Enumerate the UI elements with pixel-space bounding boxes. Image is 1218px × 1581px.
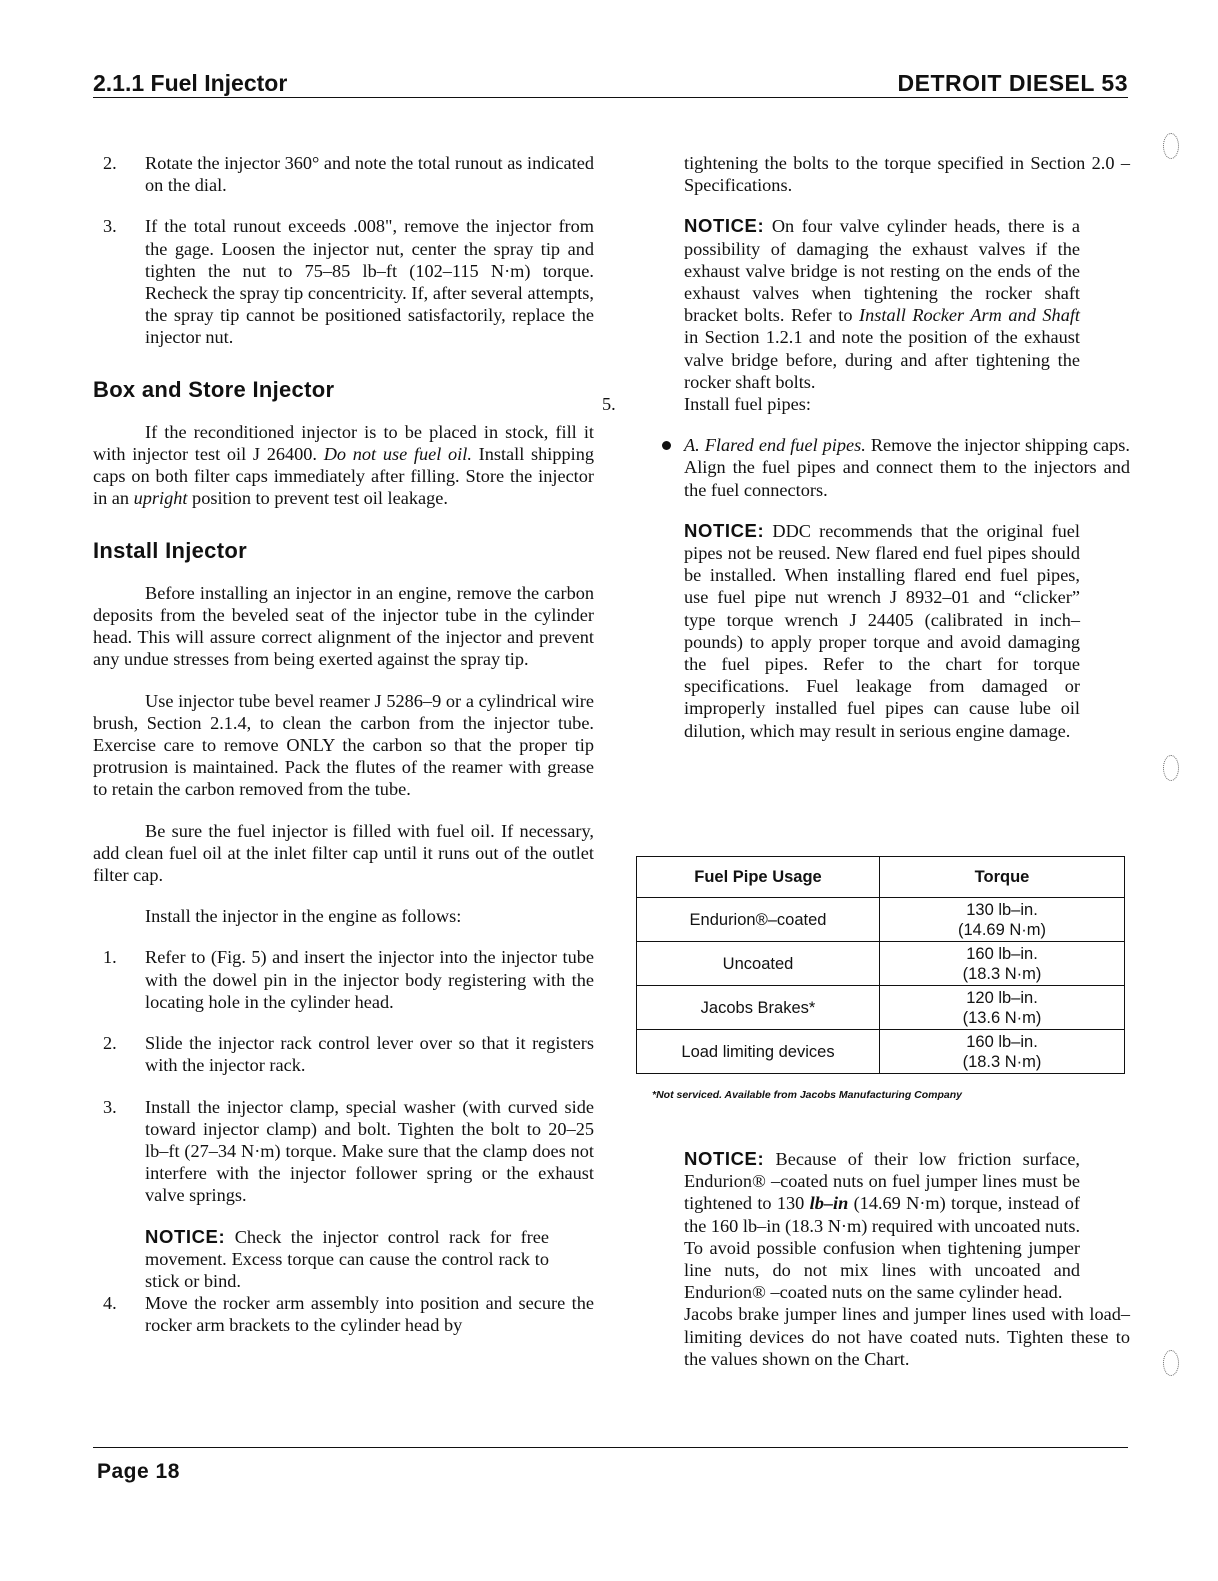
emphasis: upright	[133, 488, 188, 509]
step-text: Move the rocker arm assembly into position and secure the rocker arm brackets to the cylinder head by	[145, 1293, 594, 1336]
emphasis: Do not use fuel oil.	[323, 444, 472, 465]
step-text: Install fuel pipes:	[684, 394, 811, 415]
step-number: 5.	[602, 394, 616, 415]
torque-table	[636, 856, 1125, 1074]
notice-control-rack	[145, 1226, 549, 1293]
right-column-lower	[684, 1148, 1130, 1370]
header-rule	[93, 97, 1128, 98]
torque-nm: (14.69 N·m)	[957, 920, 1047, 939]
box-store-heading: Box and Store Injector	[93, 376, 335, 402]
right-column	[602, 152, 1130, 742]
torque-cell	[880, 898, 1125, 942]
install-injector-heading: Install Injector	[93, 537, 247, 563]
step-number: 2.	[103, 153, 117, 173]
step-text: Install the injector clamp, special washer (with curved side toward injector clamp) and bolt. Tighten the bolt to 20–25 lb–ft (27–34 N·m) torque. Make sure that the clamp does not interfere with the injector follower spring or the exhaust valve springs.	[145, 1096, 594, 1206]
step-number: 3.	[103, 216, 117, 237]
torque-lbin: 120 lb–in.	[966, 988, 1038, 1007]
notice-label: NOTICE:	[684, 1148, 765, 1169]
footer-rule	[93, 1447, 1128, 1448]
step-number: 2.	[103, 1033, 117, 1054]
binder-hole-mark	[1163, 755, 1179, 781]
notice-endurion	[684, 1148, 1080, 1303]
step-2	[93, 152, 594, 196]
notice-label: NOTICE:	[684, 215, 765, 237]
table-row	[637, 942, 1125, 986]
table-header-row	[637, 857, 1125, 898]
table-row	[637, 1030, 1125, 1074]
notice-fuel-pipes	[684, 520, 1080, 742]
manual-title: DETROIT DIESEL 53	[897, 70, 1128, 96]
step-text: Rotate the injector 360° and note the total runout as indicated on the dial.	[145, 153, 594, 196]
emphasis: A. Flared end fuel pipes.	[684, 435, 866, 456]
notice-text: (14.69 N·m) torque, instead of the 160 lb–in (18.3 N·m) required with uncoated nuts. To avoid possible confusion when tightening jumper line nuts, do not mix lines with uncoated and Endurion® –coated nuts on the same cylinder head.	[684, 1193, 1081, 1303]
install-paragraph-4: Install the injector in the engine as follows:	[145, 906, 462, 927]
step-number: 3.	[103, 1096, 117, 1117]
step-text: If the total runout exceeds .008", remove the injector from the gage. Loosen the injector nut, center the spray tip and tighten the nut to 75–85 lb–ft (102–115 N·m) torque. Recheck the spray tip concentricity. If, after several attempts, the spray tip cannot be positioned satisfactorily, replace the injector nut.	[145, 216, 594, 348]
install-step-4	[93, 1292, 594, 1336]
install-step-3	[93, 1096, 594, 1207]
step-4-continued: tightening the bolts to the torque specified in Section 2.0 – Specifications.	[684, 153, 1130, 196]
bullet-flared-pipes	[684, 434, 1130, 501]
step-3	[93, 215, 594, 348]
torque-lbin: 160 lb–in.	[966, 944, 1038, 963]
torque-nm: (18.3 N·m)	[962, 964, 1042, 983]
box-store-paragraph	[93, 421, 594, 510]
step-number: 4.	[103, 1293, 117, 1314]
text-run: position to prevent test oil leakage.	[192, 488, 448, 509]
bullet-dot	[662, 441, 671, 450]
install-paragraph-3: Be sure the fuel injector is filled with fuel oil. If necessary, add clean fuel oil at the inlet filter cap until it runs out of the outlet filter cap.	[93, 820, 594, 886]
usage-cell: Jacobs Brakes*	[637, 986, 880, 1030]
section-title: 2.1.1 Fuel Injector	[93, 70, 288, 96]
install-paragraph-2: Use injector tube bevel reamer J 5286–9 or a cylindrical wire brush, Section 2.1.4, to clean the carbon from the injector tube. Exercise care to remove ONLY the carbon so that the proper tip protrusion is maintained. Pack the flutes of the reamer with grease to retain the carbon removed from the tube.	[93, 690, 594, 800]
step-text: Refer to (Fig. 5) and insert the injector into the injector tube with the dowel pin in the injector body registering with the locating hole in the cylinder head.	[145, 947, 594, 1012]
torque-cell	[880, 986, 1125, 1030]
binder-hole-mark	[1163, 1350, 1179, 1376]
torque-cell	[880, 942, 1125, 986]
torque-nm: (18.3 N·m)	[962, 1052, 1042, 1071]
text-run: If the reconditioned injector is to be placed in stock, fill it with injector test oil J 26400.	[93, 421, 594, 465]
binder-hole-mark	[1163, 133, 1179, 159]
text-run: Install shipping caps on both filter caps immediately after filling. Store the injector in an	[93, 444, 594, 509]
torque-cell	[880, 1030, 1125, 1074]
torque-nm: (13.6 N·m)	[962, 1008, 1042, 1027]
emphasis: Install Rocker Arm and Shaft	[859, 305, 1080, 326]
bullet-text: Remove the injector shipping caps. Align the fuel pipes and connect them to the injectors and the fuel connectors.	[684, 435, 1130, 500]
notice-label: NOTICE:	[684, 519, 765, 541]
page-number: Page 18	[97, 1460, 180, 1483]
install-paragraph-1: Before installing an injector in an engine, remove the carbon deposits from the beveled seat of the injector tube in the cylinder head. This will assure correct alignment of the injector and prevent any undue stresses from being exerted against the spray tip.	[93, 582, 594, 670]
notice-label: NOTICE:	[145, 1225, 226, 1247]
install-step-1	[93, 946, 594, 1013]
step-number: 1.	[103, 947, 117, 968]
jacobs-paragraph: Jacobs brake jumper lines and jumper lines used with load–limiting devices do not have coated nuts. Tighten these to the values shown on the Chart.	[684, 1304, 1130, 1369]
table-header-torque: Torque	[880, 857, 1125, 898]
torque-lbin: 130 lb–in.	[966, 900, 1038, 919]
left-column	[93, 152, 594, 1356]
install-step-2	[93, 1032, 594, 1076]
install-step-5	[602, 393, 1130, 415]
notice-text: On four valve cylinder heads, there is a possibility of damaging the exhaust valves if the exhaust valve bridge is not resting on the ends of the exhaust valves when tightening the rocker shaft bracket bolts. Refer to	[684, 216, 1080, 326]
usage-cell: Endurion®–coated	[637, 898, 880, 942]
table-row	[637, 986, 1125, 1030]
usage-cell: Uncoated	[637, 942, 880, 986]
table-row	[637, 898, 1125, 942]
table-header-usage: Fuel Pipe Usage	[637, 857, 880, 898]
notice-text: DDC recommends that the original fuel pipes not be reused. New flared end fuel pipes should be installed. When installing flared end fuel pipes, use fuel pipe nut wrench J 8932–01 and “clicker” type torque wrench J 24405 (calibrated in inch–pounds) to apply proper torque and avoid damaging the fuel pipes. Refer to the chart for torque specifications. Fuel leakage from damaged or improperly installed fuel pipes can cause lube oil dilution, which may result in serious engine damage.	[684, 520, 1080, 741]
usage-cell: Load limiting devices	[637, 1030, 880, 1074]
notice-text: in Section 1.2.1 and note the position of the exhaust valve bridge before, during and after tightening the rocker shaft bolts.	[684, 327, 1080, 392]
notice-text: Check the injector control rack for free movement. Excess torque can cause the control rack to stick or bind.	[145, 1226, 549, 1291]
table-footnote: *Not serviced. Available from Jacobs Manufacturing Company	[652, 1089, 963, 1101]
step-text: Slide the injector rack control lever over so that it registers with the injector rack.	[145, 1033, 594, 1076]
emphasis: lb–in	[809, 1193, 849, 1214]
torque-lbin: 160 lb–in.	[966, 1032, 1038, 1051]
notice-text: Because of their low friction surface, Endurion® –coated nuts on fuel jumper lines must be tightened to 130	[684, 1149, 1081, 1214]
notice-exhaust-valve	[684, 215, 1080, 393]
